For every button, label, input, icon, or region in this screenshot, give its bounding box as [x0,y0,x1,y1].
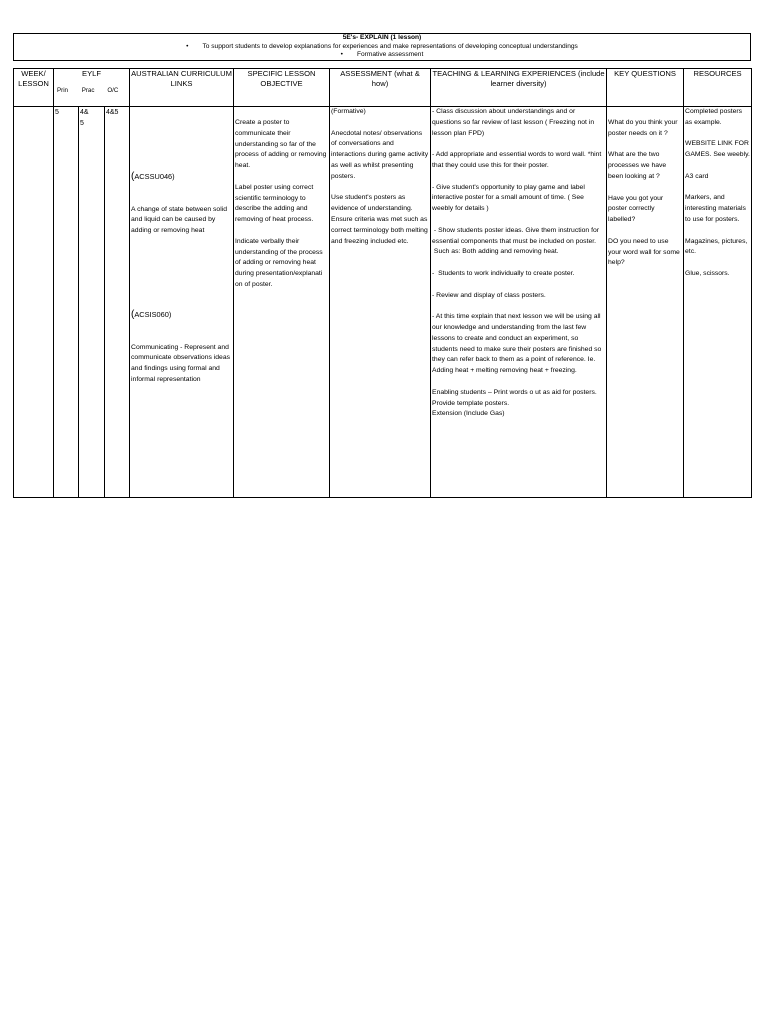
cell-resources: Completed posters as example. WEBSITE LINK FOR GAMES. See weebly. A3 card Markers, and interesting materials to use for posters. Magazines, pictures, etc. Glue, scissors. [684,107,752,498]
col-teaching-learning: TEACHING & LEARNING EXPERIENCES (include learner diversity) [431,69,607,107]
lesson-phase-header [13,33,751,61]
cell-objective: Create a poster to communicate their understanding so far of the process of adding or removing heat. Label poster using correct scientific terminology to describe the adding and removing of heat process. Indicate verbally their understanding of the process of adding or removing heat during presentation/explanati on of poster. [234,107,330,498]
phase-title: 5E's- EXPLAIN (1 lesson) [342,34,422,41]
curriculum-text-1: A change of state between solid and liquid can be caused by adding or removing heat [131,205,229,235]
phase-bullet: • To support students to develop explanations for experiences and make representations of developing conceptual understandings [14,43,750,52]
lesson-plan-table [13,68,752,498]
curriculum-text-2: Communicating - Represent and communicate observations ideas and findings using formal and informal representation [131,343,232,383]
cell-prac: 4& 5 [79,107,105,498]
phase-bullet: • Formative assessment [14,51,750,60]
table-header-row [14,69,752,107]
cell-oc: 4&5 [105,107,130,498]
eylf-sub-oc: O/C [107,87,119,94]
col-assessment: ASSESSMENT (what & how) [330,69,431,107]
curriculum-code-2: (ACSIS060) [131,309,172,321]
eylf-sub-prac: Prac [81,87,95,94]
col-eylf [54,69,130,107]
eylf-title: EYLF [82,69,102,78]
col-key-questions: KEY QUESTIONS [607,69,684,107]
cell-curriculum [130,107,234,498]
col-curriculum-links: AUSTRALIAN CURRICULUM LINKS [130,69,234,107]
curriculum-code-1: (ACSSU046) [131,171,175,183]
col-resources: RESOURCES [684,69,752,107]
table-row [14,107,752,498]
cell-prin: 5 [54,107,79,498]
cell-questions: What do you think your poster needs on it ? What are the two processes we have been looking at ? Have you got your poster correctly labelled? DO you need to use your word wall for some help? [607,107,684,498]
eylf-sub-prin: Prin [57,87,69,94]
col-week-lesson: WEEK/ LESSON [14,69,54,107]
col-lesson-objective: SPECIFIC LESSON OBJECTIVE [234,69,330,107]
cell-assessment: (Formative) Anecdotal notes/ observations of conversations and interactions during game activity as well as whilst presenting posters. Use student's posters as evidence of understanding. Ensure criteria was met such as correct terminology both melting and freezing included etc. [330,107,431,498]
cell-teaching: - Class discussion about understandings and or questions so far review of last lesson ( Freezing not in lesson plan FPD) - Add appropriate and essential words to word wall. *hint that they could use this for their poster. - Give student's opportunity to play game and label interactive poster for a small amount of time. ( See weebly for details ) - Show students poster ideas. Give them instruction for essential components that must be included on poster. Such as: Both adding and removing heat. - Students to work individually to create poster. - Review and display of class posters. - At this time explain that next lesson we will be using all our knowledge and understanding from the last few lessons to create and conduct an experiment, so students need to make sure their posters are finished so they can refer back to them as a point of reference. Ie. Adding heat + melting removing heat + freezing. Enabling students – Print words o ut as aid for posters. Provide template posters. Extension (Include Gas) [431,107,607,498]
cell-week [14,107,54,498]
